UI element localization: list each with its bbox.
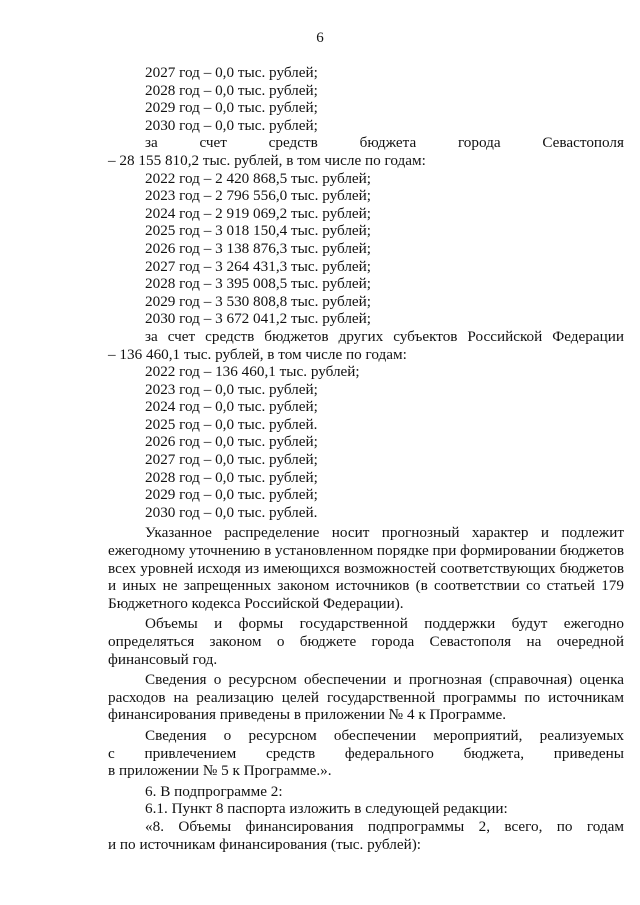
year-line: 2027 год – 3 264 431,3 тыс. рублей; xyxy=(145,257,372,275)
year-line: 2027 год – 0,0 тыс. рублей; xyxy=(145,451,318,469)
federal-line-3: в приложении № 5 к Программе.». xyxy=(108,762,332,780)
year-line: 2029 год – 3 530 808,8 тыс. рублей; xyxy=(145,292,372,310)
paragraph-federal-budget xyxy=(108,727,624,780)
year-list-sevastopol xyxy=(108,170,624,328)
paragraph-resource-provision: Сведения о ресурсном обеспечении и прогнозная (справочная) оценка расходов на реализацию целей государственной программы по источникам финансирования приведены в приложении № 4 к Программе. xyxy=(108,671,624,724)
year-line: 2025 год – 3 018 150,4 тыс. рублей; xyxy=(145,222,372,240)
year-list-subjects xyxy=(108,363,624,521)
year-line: 2022 год – 2 420 868,5 тыс. рублей; xyxy=(145,169,372,187)
item-8-line-1: «8. Объемы финансирования подпрограммы 2, всего, по годам xyxy=(145,817,624,835)
sevastopol-intro-line2: – 28 155 810,2 тыс. рублей, в том числе по годам: xyxy=(108,151,426,169)
year-line: 2028 год – 0,0 тыс. рублей; xyxy=(145,468,318,486)
year-line: 2023 год – 0,0 тыс. рублей; xyxy=(145,380,318,398)
year-line: 2029 год – 0,0 тыс. рублей; xyxy=(145,99,318,117)
document-body xyxy=(108,64,624,853)
item-6: 6. В подпрограмме 2: xyxy=(145,782,283,800)
item-8-line-2: и по источникам финансирования (тыс. рублей): xyxy=(108,835,422,853)
year-line: 2028 год – 0,0 тыс. рублей; xyxy=(145,81,318,99)
page-number: 6 xyxy=(316,30,324,46)
subjects-intro-line2: – 136 460,1 тыс. рублей, в том числе по годам: xyxy=(108,345,407,363)
year-list-block1 xyxy=(108,64,624,134)
year-line: 2026 год – 3 138 876,3 тыс. рублей; xyxy=(145,239,372,257)
federal-line-2: с привлечением средств федерального бюджета, приведены xyxy=(108,744,624,762)
year-line: 2022 год – 136 460,1 тыс. рублей; xyxy=(145,363,360,381)
federal-line-1: Сведения о ресурсном обеспечении мероприятий, реализуемых xyxy=(145,726,624,744)
subjects-intro-line1: за счет средств бюджетов других субъектов Российской Федерации xyxy=(145,327,624,345)
year-line: 2023 год – 2 796 556,0 тыс. рублей; xyxy=(145,187,372,205)
year-line: 2026 год – 0,0 тыс. рублей; xyxy=(145,433,318,451)
year-line: 2028 год – 3 395 008,5 тыс. рублей; xyxy=(145,275,372,293)
year-line: 2027 год – 0,0 тыс. рублей; xyxy=(145,64,318,81)
year-line: 2029 год – 0,0 тыс. рублей; xyxy=(145,486,318,504)
paragraph-forecast: Указанное распределение носит прогнозный характер и подлежит ежегодному уточнению в установленном порядке при формировании бюджетов всех уровней исходя из имеющихся возможностей соответствующих бюджетов и иных не запрещенных законом источников (в соответствии со статьей 179 Бюджетного кодекса Российской Федерации). xyxy=(108,524,625,612)
year-line: 2030 год – 0,0 тыс. рублей. xyxy=(145,503,318,521)
item-6-1: 6.1. Пункт 8 паспорта изложить в следующей редакции: xyxy=(145,800,508,818)
year-line: 2030 год – 3 672 041,2 тыс. рублей; xyxy=(145,310,372,328)
year-line: 2030 год – 0,0 тыс. рублей; xyxy=(145,116,318,134)
year-line: 2024 год – 0,0 тыс. рублей; xyxy=(145,398,318,416)
year-line: 2025 год – 0,0 тыс. рублей. xyxy=(145,415,318,433)
paragraph-state-support: Объемы и формы государственной поддержки будут ежегодно определяться законом о бюджете города Севастополя на очередной финансовый год. xyxy=(108,615,624,668)
year-line: 2024 год – 2 919 069,2 тыс. рублей; xyxy=(145,204,372,222)
sevastopol-intro-line1: за счет средств бюджета города Севастополя xyxy=(145,134,624,152)
